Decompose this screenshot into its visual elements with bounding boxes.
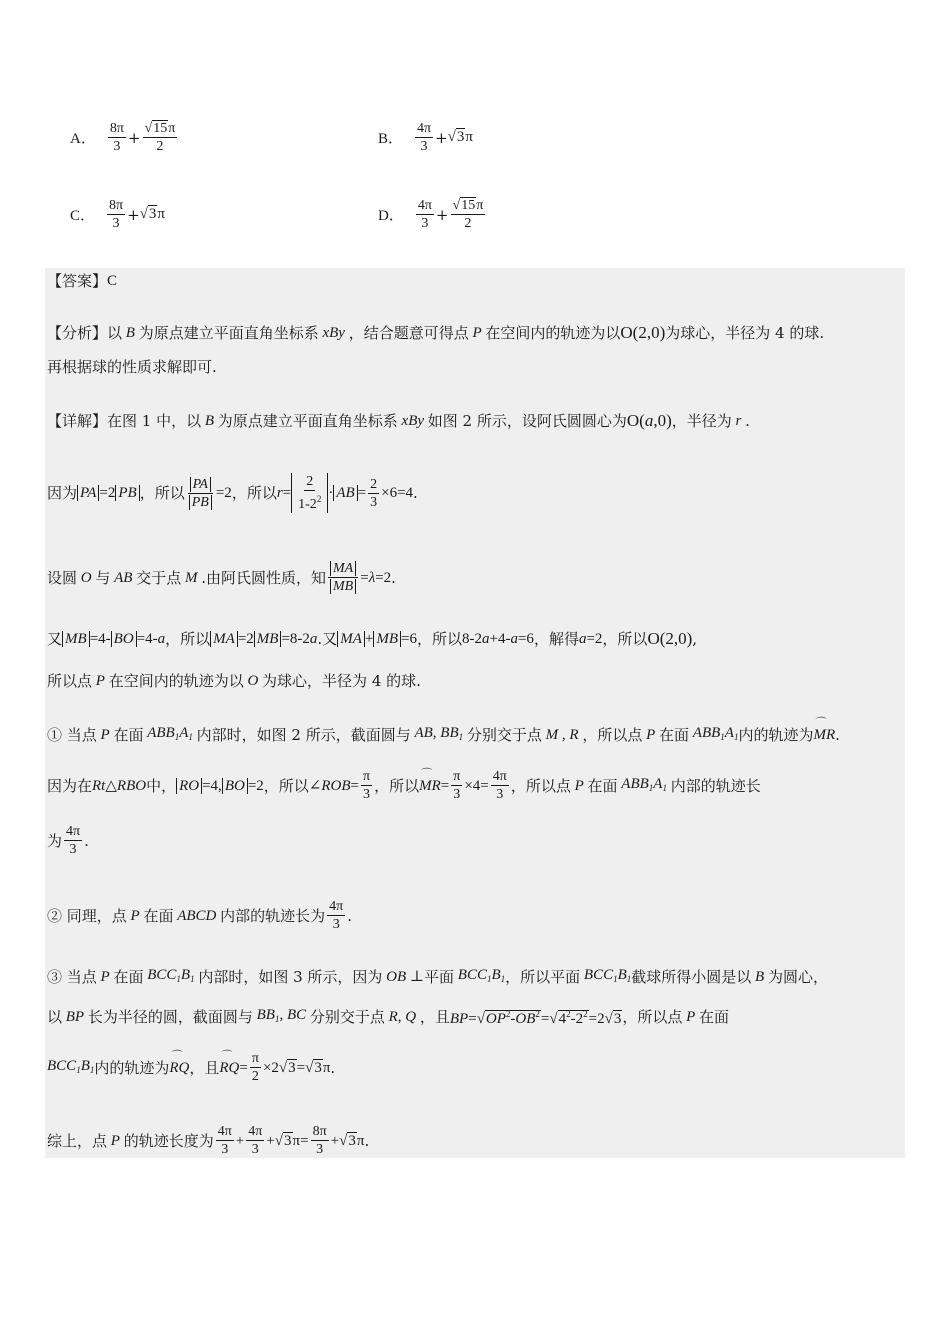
- detail-line-4: 又 MB =4- BO =4-a ，所以 MA =2 MB =8-2a .又 MA + MB =6 ，所以 8-2a+4-a=6 ，解得 a=2 ，所以 O(2,0) ,: [47, 629, 698, 648]
- case1-line-1: ① 当点 P 在面 $ABB_1A_1$ 内部时，如图 2 所示，截面圆与 AB, $BB_1$ 分别交于点 M , R ，所以点 P 在面 $ABB_1A_1$ 内的轨迹为 ⌒ MR .: [47, 722, 840, 748]
- detail-line-2: 因为 PA =2 PB ，所以 $\frac{PA}{PB}$ =2 ，所以 r= $\frac{2}{1-2^2}$ · AB = $\frac{2}{3}$ ×6=4 .: [47, 474, 418, 512]
- option-c[interactable]: C． $\frac{8\pi}{3}$ + √3π: [70, 198, 165, 231]
- analysis-line-1: 【分析】 以 B 为原点建立平面直角坐标系 xBy ，结合题意可得点 P 在空间内的轨迹为以 O(2,0) 为球心，半径为 4 的球.: [47, 323, 825, 342]
- summary-line: 综上，点 P 的轨迹长度为 $\frac{4\pi}{3}$ + $\frac{4\pi}{3}$ +√3π= $\frac{8\pi}{3}$ +√3π .: [47, 1124, 370, 1157]
- answer-line: [47, 270, 117, 292]
- case3-line-1: ③ 当点 P 在面 $BCC_1B_1$ 内部时，如图 3 所示，因为 OB ⊥ 平面 $BCC_1B_1$ ，所以平面 $BCC_1B_1$ 截球所得小圆是以 B 为圆心，: [47, 967, 828, 986]
- detail-line-5: 所以点 P 在空间内的轨迹为以 O 为球心，半径为 4 的球.: [47, 672, 421, 690]
- answer-value: C: [107, 273, 118, 289]
- analysis-line-2: 再根据球的性质求解即可.: [47, 358, 217, 376]
- fraction: $\frac{8\pi}{3}$: [109, 198, 124, 231]
- fraction: $\frac{8\pi}{3}$: [109, 121, 124, 154]
- fraction: $\frac{4\pi}{3}$: [417, 198, 432, 231]
- case3-line-3: $BCC_1B_1$ 内的轨迹为 ⌒ RQ ，且 ⌒ RQ = $\frac{\pi}{2}$ ×2√3=√3π .: [47, 1050, 335, 1085]
- detail-line-1: 【详解】 在图 1 中，以 B 为原点建立平面直角坐标系 xBy 如图 2 所示，设阿氏圆圆心为 O(a,0) ，半径为 r .: [47, 411, 750, 430]
- case1-line-3: 为 $\frac{4\pi}{3}$ .: [47, 824, 89, 857]
- option-b[interactable]: B． $\frac{4\pi}{3}$ + √3π: [378, 121, 473, 154]
- option-a[interactable]: A． $\frac{8\pi}{3}$ + $\frac{√15\pi}{2}$: [70, 121, 176, 154]
- case3-line-2: 以 BP 长为半径的圆，截面圆与 $BB_1$, BC 分别交于点 R, Q ，且 $BP=√OP^2-OB^2=√4^2-2^2=2√3$ ，所以点 P 在面: [47, 1006, 730, 1027]
- option-label: D．: [378, 208, 404, 224]
- solution-panel: [45, 268, 905, 1158]
- fraction: $\frac{√15\pi}{2}$: [144, 121, 176, 154]
- option-label: B．: [378, 131, 404, 147]
- fraction: $\frac{4\pi}{3}$: [417, 121, 432, 154]
- answer-tag: 【答案】: [47, 272, 108, 290]
- case1-line-2: 因为在 Rt △ RBO 中， RO =4, BO =2 ，所以 ∠ROB= $\frac{\pi}{3}$ ，所以 ⌒ MR = $\frac{\pi}{3}$ ×4= $\frac{4\pi}{3}$ ，所以点 P 在面 $ABB_1A_1$ 内部的轨迹长: [47, 768, 761, 803]
- option-d[interactable]: D． $\frac{4\pi}{3}$ + $\frac{√15\pi}{2}$: [378, 198, 484, 231]
- fraction: $\frac{√15\pi}{2}$: [452, 198, 484, 231]
- detail-line-3: 设圆 O 与 AB 交于点 M .由阿氏圆性质，知 $\frac{MA}{MB}$ =λ=2 .: [47, 561, 396, 594]
- case2-line: ② 同理，点 P 在面 ABCD 内部的轨迹长为 $\frac{4\pi}{3}$ .: [47, 899, 353, 932]
- option-label: C．: [70, 208, 96, 224]
- option-label: A．: [70, 131, 96, 147]
